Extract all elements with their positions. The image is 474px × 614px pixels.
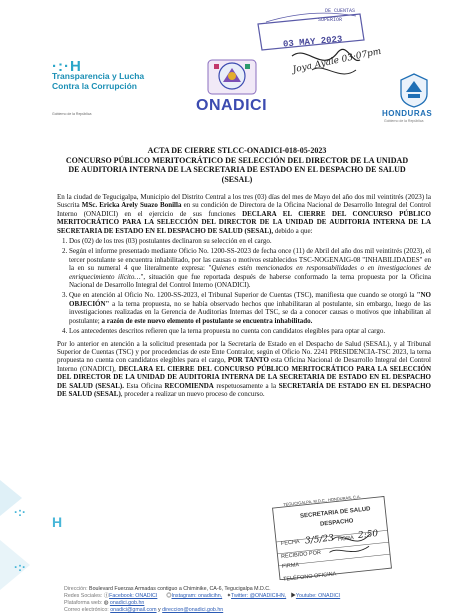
- footer-logo-mark-3: ·:·: [14, 560, 26, 574]
- stamp-top-signature: Joya Ayale 03:07pm: [291, 46, 383, 76]
- decorative-shapes: [0, 470, 70, 590]
- footer-social: Redes Sociales: ⓕFacebook: ONADICI ◎Instagram: onadicihn, ✦Twitter: @ONADICIHN, ▶Youtube: ONADICI: [64, 593, 341, 599]
- reasons-list: [57, 237, 431, 335]
- title-line-2: CONCURSO PÚBLICO MERITOCRÁTICO DE SELECCIÓN DEL DIRECTOR DE LA UNIDAD: [65, 155, 409, 165]
- stamp-recibido-label: RECIBIDO POR: [280, 549, 322, 561]
- tlcc-logo-text: Transparencia y Lucha Contra la Corrupción: [52, 71, 145, 91]
- reason-2: 2. Según el informe presentado mediante Oficio No. 1200-SS-2023 de fecha once (11) de Abril del año dos mil veintitrés (2023), el tercer postulante se encuentra inhabilitado, por las causas o motivos establecidos TSC-NOGENAIG-08 "INHABILIDADES" en la en su numeral 4 que literalmente expresa: "Quienes estén mencionados en responsabilidades o en investigaciones de enriquecimiento ilícito…", situación que fue reportada después de haberse conformado la terna propuesta por la Oficina Nacional de Desarrollo Integral del Control Interno (ONADICI).: [69, 247, 431, 289]
- stamp-top-line1: DE CUENTAS: [325, 8, 356, 14]
- stamp-bottom-line2: SECRETARIA DE SALUD: [299, 506, 371, 520]
- stamp-top-date: 03 MAY 2023: [282, 34, 343, 50]
- footer-logo-mark-2: H: [52, 514, 63, 530]
- stamp-hora-value: 2:50: [357, 528, 379, 542]
- title-line-3: DE AUDITORIA INTERNA DE LA SECRETARIA DE ESTADO EN EL DESPACHO DE SALUD: [68, 165, 406, 174]
- web-link[interactable]: onadici.gob.hn: [109, 600, 145, 606]
- onadici-wordmark: ONADICI: [196, 97, 268, 114]
- tlcc-logo-mark: ·:·H: [52, 58, 82, 75]
- honduras-wordmark: HONDURAS: [382, 109, 433, 118]
- onadici-seal-icon: [206, 56, 258, 96]
- twitter-icon: ✦: [226, 593, 232, 599]
- document-body: [57, 193, 431, 400]
- youtube-link[interactable]: Youtube: ONADICI: [295, 593, 341, 599]
- stamp-bottom-line3: DESPACHO: [319, 518, 354, 528]
- document-title: [40, 146, 434, 184]
- footer-logo-mark-1: ·:·: [14, 505, 26, 519]
- stamp-firma-label: FIRMA: [281, 562, 300, 570]
- footer: [64, 586, 464, 614]
- instagram-link[interactable]: Instagram: onadicihn,: [171, 593, 223, 599]
- twitter-link[interactable]: Twitter: @ONADICIHN,: [231, 593, 287, 599]
- facebook-icon: ⓕ: [103, 593, 110, 599]
- honduras-emblem-icon: [397, 72, 431, 108]
- footer-web: Plataforma web: ◍ onadici.gob.hn: [64, 600, 145, 606]
- stamp-hora-label: HORA: [337, 535, 355, 543]
- instagram-icon: ◎: [166, 593, 172, 599]
- email-link-1[interactable]: onadici@gmail.com: [110, 607, 157, 613]
- reason-3: 3. Que en atención al Oficio No. 1200-SS-2023, el Tribunal Superior de Cuentas (TSC), manifiesta que cuando se otorgó la "NO OBJECIÓN" a la terna propuesta, no se había observado hechos que inhabilitaran al postulante, sin embargo, luego de las investigaciones realizadas en la Gerencia de Auditorias Internas del TSC, se da a conocer causas o motivos que inhabilitan al postulante; a razón de este nuevo elemento el postulante se encuentra inhabilitado.: [69, 291, 431, 325]
- facebook-link[interactable]: Facebook: ONADICI: [109, 593, 158, 599]
- stamp-bottom-line1: TEGUCIGALPA, M.D.C., HONDURAS, C.A.: [282, 493, 361, 508]
- title-line-4: (SESAL): [221, 174, 253, 184]
- globe-icon: ◍: [103, 600, 109, 606]
- stamp-top-line2: SUPERIOR: [318, 17, 343, 23]
- conclusion-paragraph: Por lo anterior en atención a la solicitud presentada por la Secretaría de Estado en el Despacho de Salud (SESAL), y al Tribunal Superior de Cuentas (TSC) y por procedencias de este Ente Contralor, según el Oficio No. 2241 PRESIDENCIA-TSC 2023, la terna propuesta no cuenta con candidatos elegibles para el cargo, POR TANTO esta Oficina Nacional de Desarrollo Integral del Control Interno (ONADICI), DECLARA EL CIERRE DEL CONCURSO PÚBLICO MERITOCRÁTICO PARA LA SELECCIÓN DEL DIRECTOR DE LA UNIDAD DE AUDITORIA INTERNA DE LA SECRETARIA DE ESTADO EN EL DESPACHO DE SALUD (SESAL). Esta Oficina RECOMIENDA respetuosamente a la SECRETARÍA DE ESTADO EN EL DESPACHO DE SALUD (SESAL), proceder a realizar un nuevo proceso de concurso.: [57, 339, 431, 398]
- reason-1: 1. Dos (02) de los tres (03) postulantes declinaron su selección en el cargo.: [69, 237, 431, 245]
- youtube-icon: ▶: [290, 593, 296, 599]
- footer-address: Dirección: Boulevard Fuerzas Armadas contiguo a Chiminike, CA-6, Tegucigalpa M.D.C.: [64, 586, 271, 592]
- title-line-1: ACTA DE CIERRE STLCC-ONADICI-018-05-2023: [147, 146, 327, 155]
- stamp-fecha-label: FECHA: [280, 539, 300, 547]
- email-link-2[interactable]: direccion@onadici.gob.hn: [162, 607, 224, 613]
- reason-4: 4. Los antecedentes descritos refieren que la terna propuesta no cuenta con candidatos elegibles para optar al cargo.: [69, 327, 431, 335]
- honduras-sub: Gobierno de la República: [384, 119, 424, 123]
- stamp-telefono-label: TELÉFONO OFICINA: [282, 571, 337, 583]
- received-stamp-top: [252, 4, 370, 94]
- stamp-fecha-value: 3/5/23: [304, 533, 335, 547]
- tlcc-logo-sub: Gobierno de la República: [52, 112, 92, 116]
- intro-paragraph: En la ciudad de Tegucigalpa, Municipio del Distrito Central a los tres (03) días del mes de Mayo del año dos mil veintitrés (2023) la Suscrita MSc. Ericka Arely Suazo Bonilla en su condición de Directora de la Oficina Nacional de Desarrollo Integral del Control Interno (ONADICI) en el ejercicio de sus funciones DECLARA EL CIERRE DEL CONCURSO PÚBLICO MERITOCRÁTICO PARA LA SELECCIÓN DEL DIRECTOR DE LA UNIDAD DE AUDITORIA INTERNA DE LA SECRETARIA DE ESTADO EN EL DESPACHO DE SALUD (SESAL), debido a que:: [57, 193, 431, 235]
- footer-email: Correo electrónico: onadici@gmail.com y direccion@onadici.gob.hn: [64, 607, 224, 613]
